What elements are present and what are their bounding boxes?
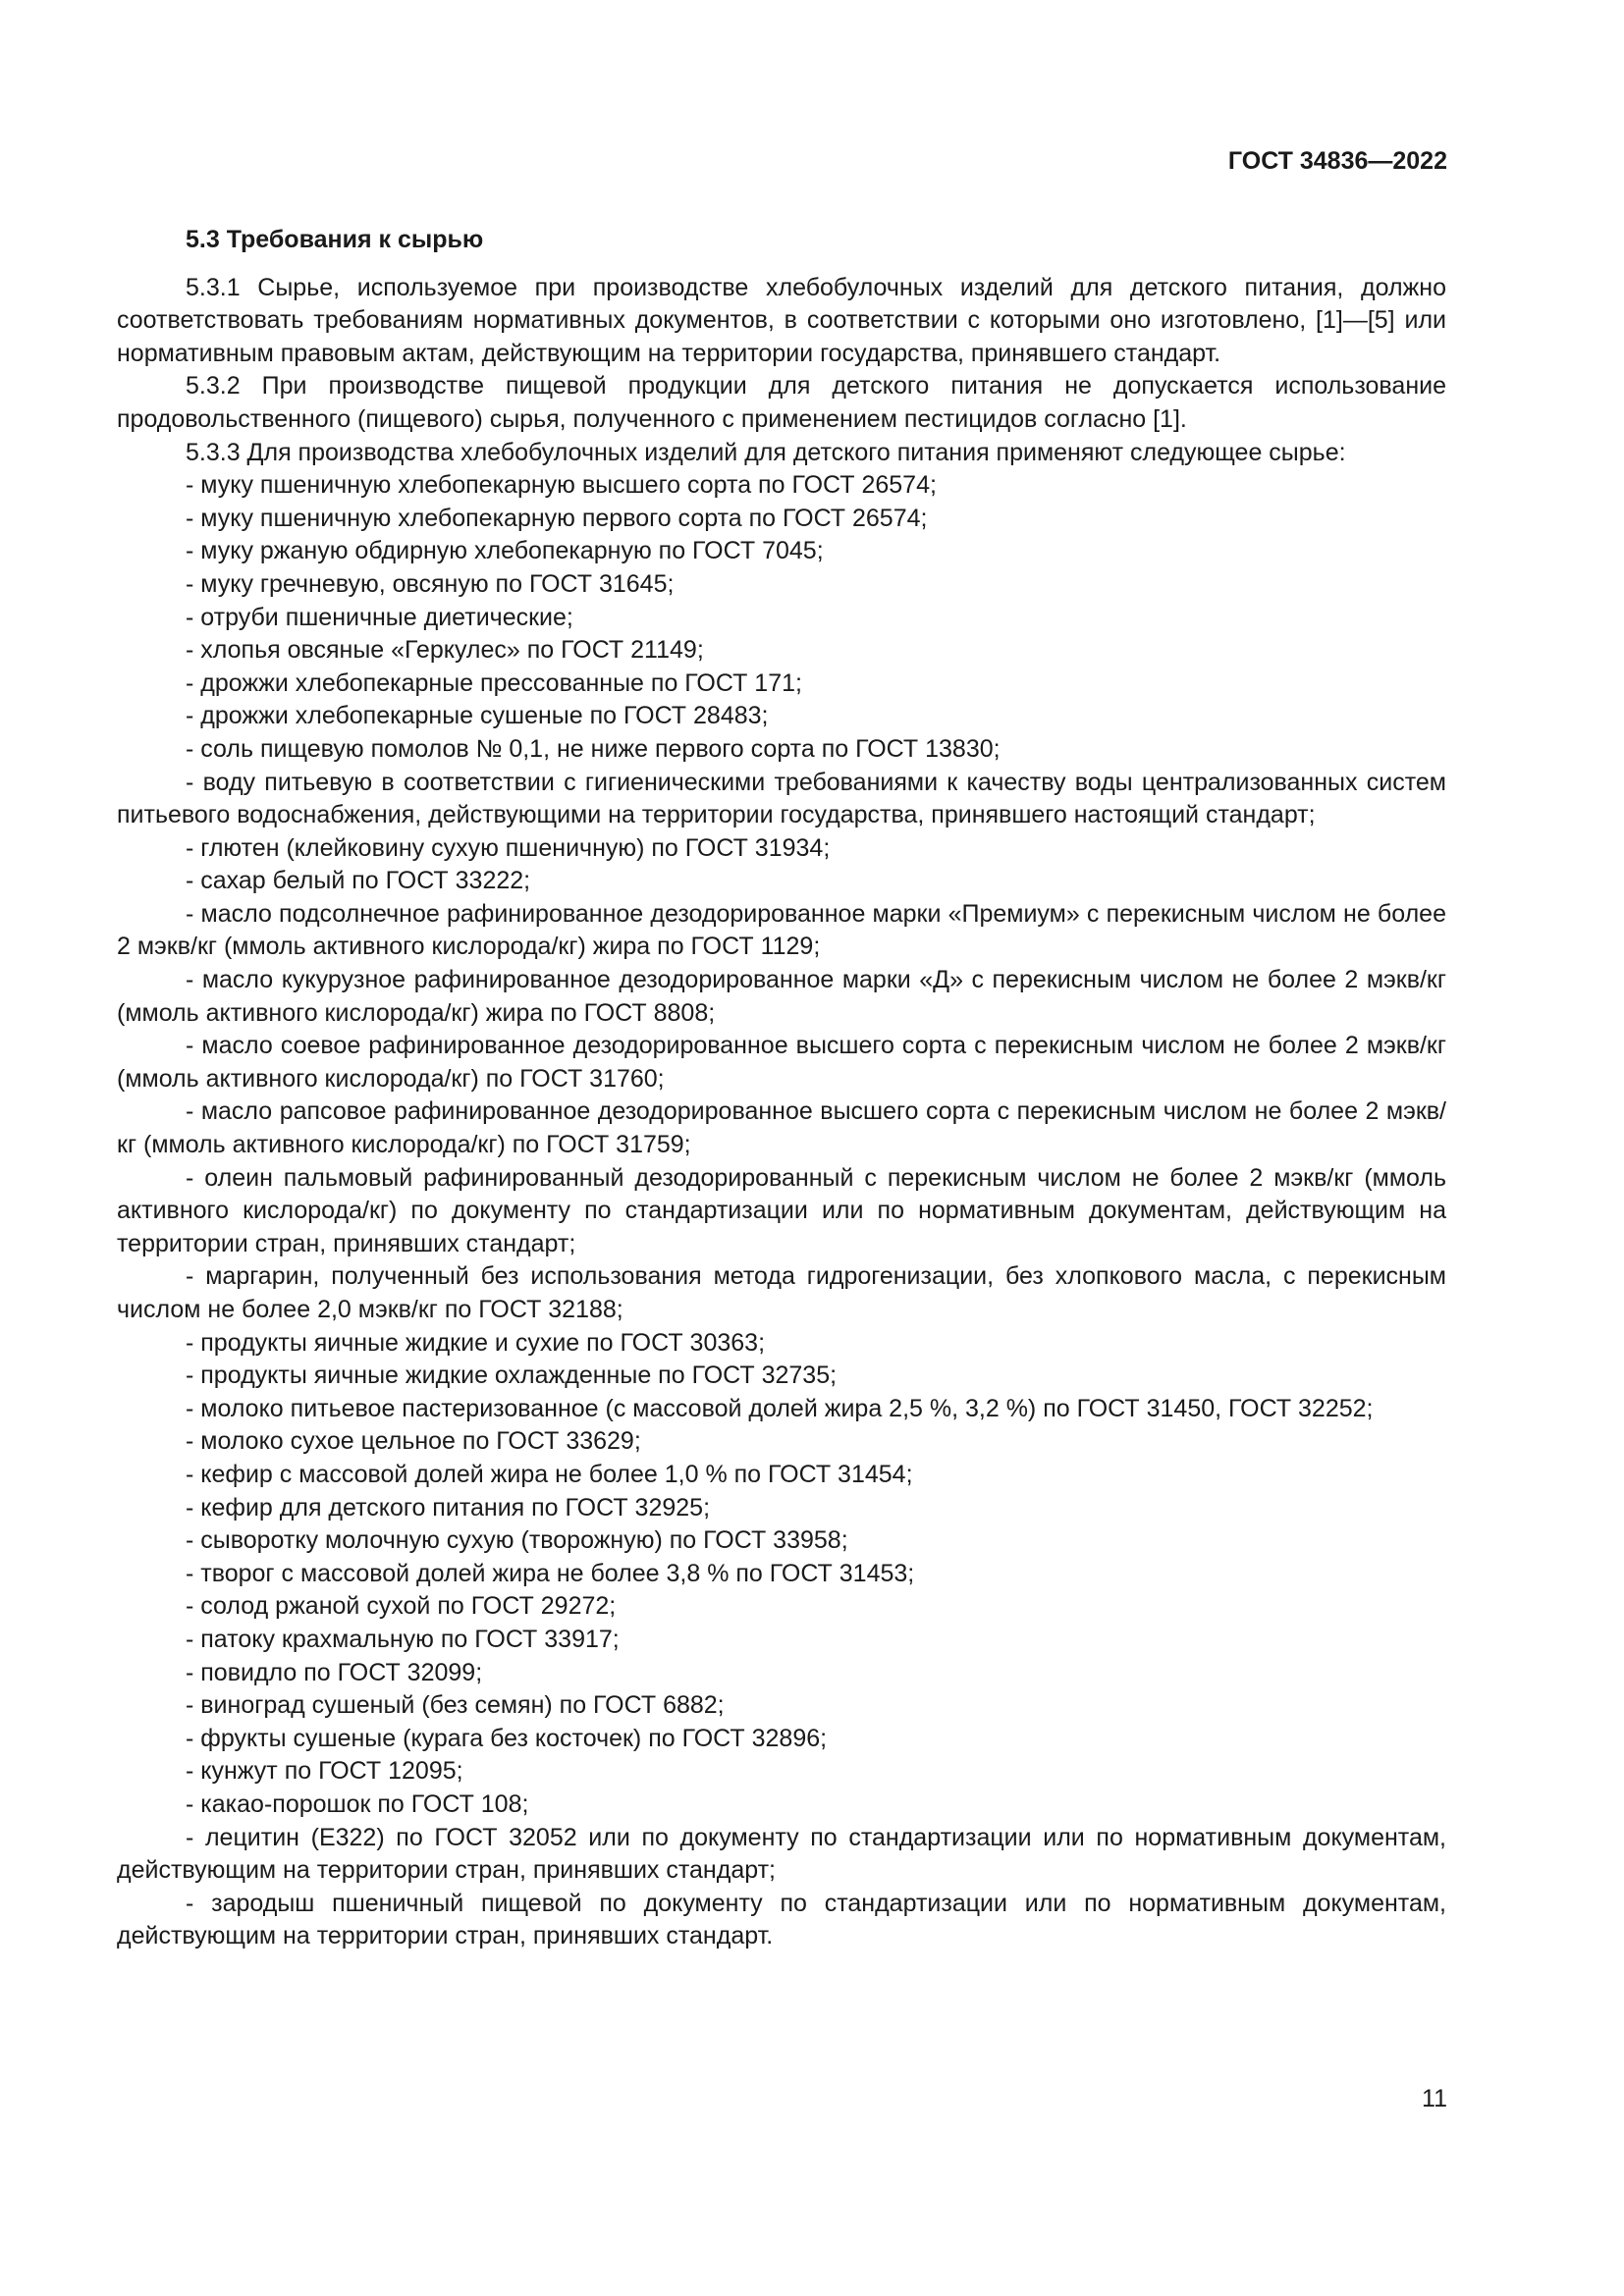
list-item: - творог с массовой долей жира не более 3,8 % по ГОСТ 31453; (186, 1559, 915, 1587)
list-item: - молоко питьевое пастеризованное (с массовой долей жира 2,5 %, 3,2 %) по ГОСТ 31450, ГОСТ 32252; (186, 1394, 1374, 1422)
list-item: - масло соевое рафинированное дезодорированное высшего сорта с перекисным числом не более 2 мэкв/кг (ммоль активного кислорода/кг) по ГОСТ 31760; (117, 1032, 1446, 1093)
list-item: - патоку крахмальную по ГОСТ 33917; (186, 1625, 620, 1653)
paragraph-5-3-1: 5.3.1 Сырье, используемое при производстве хлебобулочных изделий для детского питания, должно соответствовать требованиям нормативных документов, в соответствии с которыми оно изготовлено, [1]—[5] или нормативным правовым актам, действующим на территории государства, принявшего стандарт. (117, 273, 1446, 367)
list-item: - продукты яичные жидкие охлажденные по ГОСТ 32735; (186, 1362, 838, 1390)
list-item: - сахар белый по ГОСТ 33222; (186, 867, 531, 895)
list-item: - масло рапсовое рафинированное дезодорированное высшего сорта с перекисным числом не более 2 мэкв/кг (ммоль активного кислорода/кг) по ГОСТ 31759; (117, 1097, 1446, 1159)
list-item: - какао-порошок по ГОСТ 108; (186, 1789, 529, 1818)
page-number: 11 (1422, 2085, 1447, 2112)
list-item: - кунжут по ГОСТ 12095; (186, 1757, 463, 1786)
paragraph-5-3-3: 5.3.3 Для производства хлебобулочных изделий для детского питания применяют следующее сырье: (186, 438, 1346, 466)
list-item: - фрукты сушеные (курага без косточек) по ГОСТ 32896; (186, 1724, 828, 1752)
list-item: - лецитин (Е322) по ГОСТ 32052 или по документу по стандартизации или по нормативным документам, действующим на территории стран, принявших стандарт; (117, 1823, 1446, 1885)
list-item: - солод ржаной сухой по ГОСТ 29272; (186, 1592, 617, 1621)
list-item: - маргарин, полученный без использования метода гидрогенизации, без хлопкового масла, с перекисным числом не более 2,0 мэкв/кг по ГОСТ 32188; (117, 1262, 1446, 1323)
list-item: - соль пищевую помолов № 0,1, не ниже первого сорта по ГОСТ 13830; (186, 734, 1001, 763)
list-item: - кефир для детского питания по ГОСТ 32925; (186, 1493, 711, 1522)
list-item: - дрожжи хлебопекарные прессованные по ГОСТ 171; (186, 668, 802, 697)
raw-materials-list (117, 469, 1446, 1953)
list-item: - олеин пальмовый рафинированный дезодорированный с перекисным числом не более 2 мэкв/кг (ммоль активного кислорода/кг) по документу по стандартизации или по нормативным документам, действующим на территории стран, принявших стандарт; (117, 1163, 1446, 1257)
list-item: - глютен (клейковину сухую пшеничную) по ГОСТ 31934; (186, 833, 831, 862)
list-item: - масло подсолнечное рафинированное дезодорированное марки «Премиум» с перекисным числом не более 2 мэкв/кг (ммоль активного кислорода/кг) жира по ГОСТ 1129; (117, 899, 1446, 961)
list-item: - муку пшеничную хлебопекарную высшего сорта по ГОСТ 26574; (186, 471, 937, 500)
section-heading: 5.3 Требования к сырью (186, 226, 484, 253)
list-item: - сыворотку молочную сухую (творожную) по ГОСТ 33958; (186, 1526, 848, 1555)
list-item: - муку пшеничную хлебопекарную первого сорта по ГОСТ 26574; (186, 504, 928, 532)
list-item: - кефир с массовой долей жира не более 1,0 % по ГОСТ 31454; (186, 1460, 913, 1488)
list-item: - муку гречневую, овсяную по ГОСТ 31645; (186, 569, 675, 598)
list-item: - муку ржаную обдирную хлебопекарную по ГОСТ 7045; (186, 537, 824, 565)
list-item: - виноград сушеный (без семян) по ГОСТ 6882; (186, 1691, 725, 1720)
list-item: - молоко сухое цельное по ГОСТ 33629; (186, 1427, 641, 1456)
list-item: - продукты яичные жидкие и сухие по ГОСТ 30363; (186, 1328, 766, 1357)
document-body (117, 224, 1446, 1953)
list-item: - повидло по ГОСТ 32099; (186, 1658, 483, 1686)
list-item: - отруби пшеничные диетические; (186, 603, 573, 631)
standard-code-header: ГОСТ 34836—2022 (1227, 147, 1447, 175)
list-item: - воду питьевую в соответствии с гигиеническими требованиями к качеству воды централизованных систем питьевого водоснабжения, действующими на территории государства, принявшего настоящий стандарт; (117, 768, 1446, 829)
list-item: - масло кукурузное рафинированное дезодорированное марки «Д» с перекисным числом не более 2 мэкв/кг (ммоль активного кислорода/кг) жира по ГОСТ 8808; (117, 966, 1446, 1027)
list-item: - дрожжи хлебопекарные сушеные по ГОСТ 28483; (186, 702, 769, 730)
paragraph-5-3-2: 5.3.2 При производстве пищевой продукции для детского питания не допускается использование продовольственного (пищевого) сырья, полученного с применением пестицидов согласно [1]. (117, 372, 1446, 433)
list-item: - зародыш пшеничный пищевой по документу по стандартизации или по нормативным документам, действующим на территории стран, принявших стандарт. (117, 1889, 1446, 1950)
list-item: - хлопья овсяные «Геркулес» по ГОСТ 21149; (186, 636, 704, 665)
